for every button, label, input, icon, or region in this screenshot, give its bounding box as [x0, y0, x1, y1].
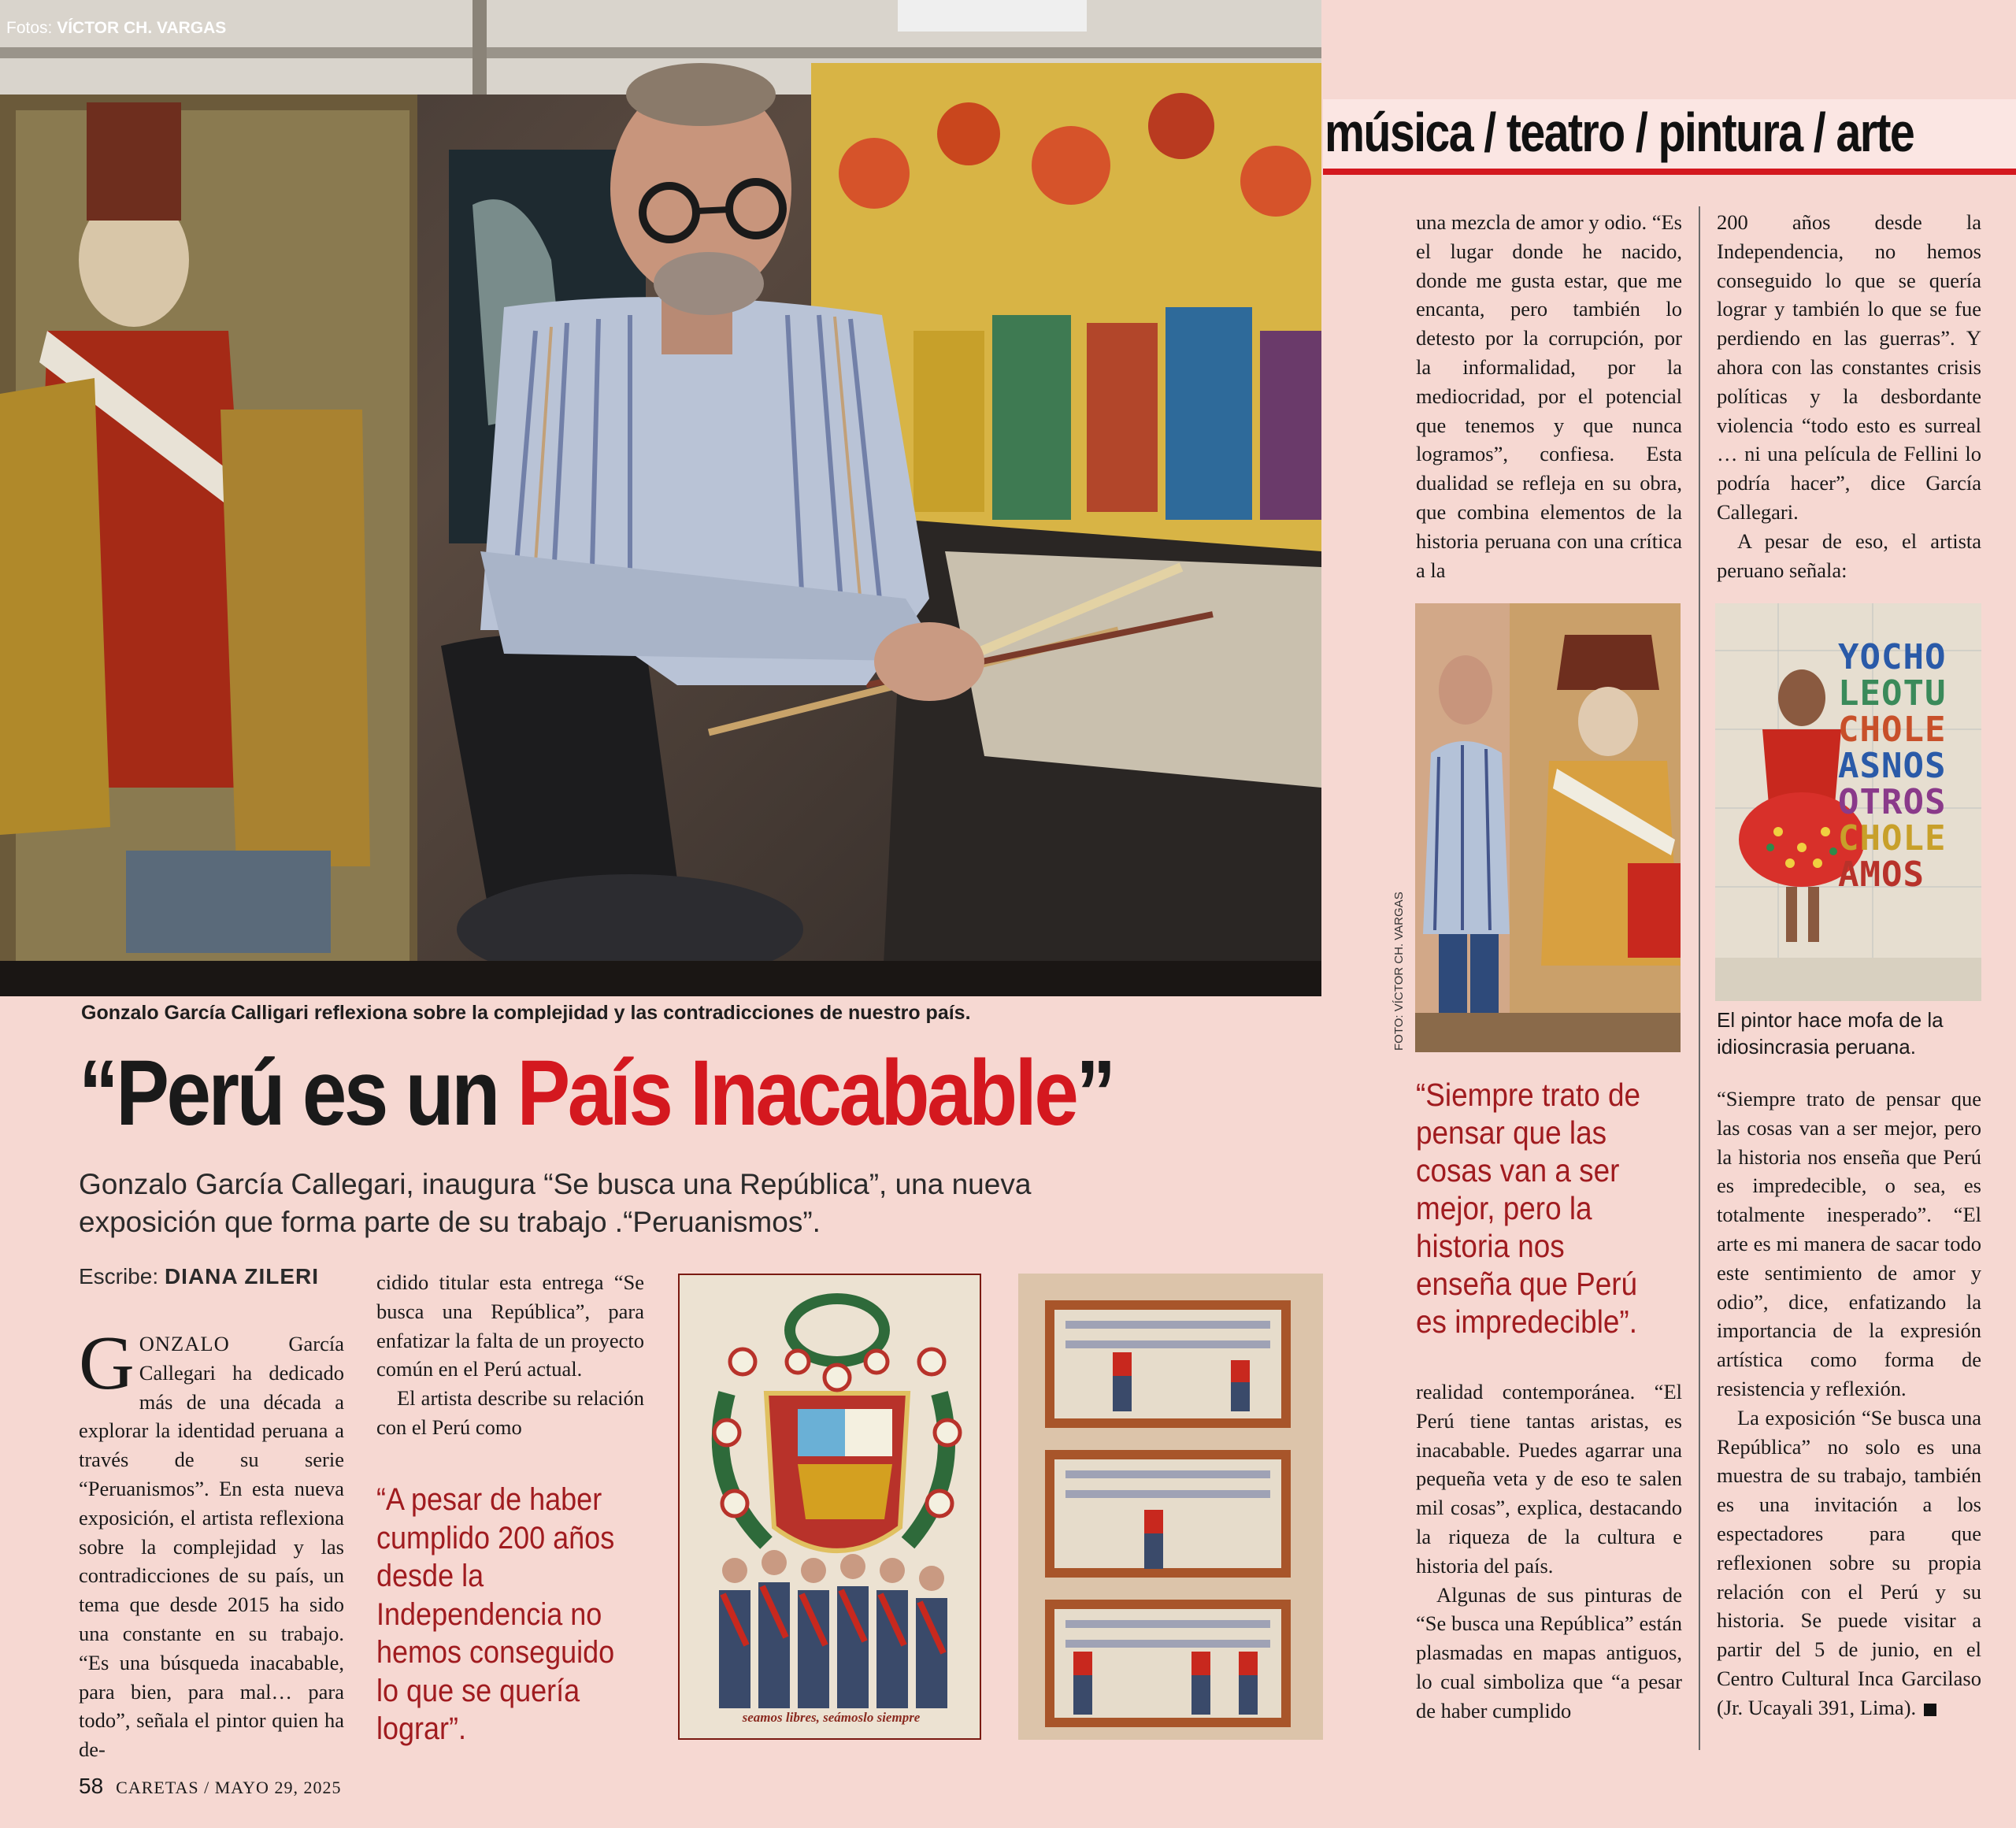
artwork-coat-of-arms [678, 1274, 981, 1740]
poster-word: OTROS [1838, 782, 1947, 822]
column-5-paragraph-2: Algunas de sus pinturas de “Se busca una República” están plasmadas en mapas antiguos, lo cual simboliza que “a pesar de haber cumplido [1416, 1582, 1682, 1722]
poster-word: ASNOS [1838, 746, 1947, 786]
artwork-coat-of-arms-banner: seamos libres, seámoslo siempre [742, 1710, 921, 1725]
hero-photo-illustration [0, 0, 1321, 996]
artwork-coat-of-arms-illustration [680, 1275, 981, 1740]
hero-photo [0, 0, 1321, 996]
headline-part1: “Perú es un [79, 1041, 517, 1145]
poster-word: YOCHO [1838, 637, 1947, 677]
byline-label: Escribe: [79, 1264, 159, 1288]
artwork-photo-credit: FOTO: VÍCTOR CH. VARGAS [1392, 892, 1406, 1051]
deck-subtitle: Gonzalo García Callegari, inaugura “Se busca una República”, una nueva exposición que forma parte de su trabajo .“Peruanismos”. [79, 1168, 1032, 1238]
column-4-paragraph-2: A pesar de eso, el artista peruano señala: [1717, 528, 1981, 582]
headline-close-quote: ” [1076, 1041, 1114, 1145]
photo-credit: Fotos: VÍCTOR CH. VARGAS [6, 19, 227, 37]
end-of-article-mark [1924, 1704, 1936, 1716]
column-6-paragraph-1: “Siempre trato de pensar que las cosas van a ser mejor, pero la historia nos enseña que Perú es impredecible, o sea, es totalmente inesperado”. “El arte es mi manera de sacar todo este sentimiento de amor y odio”, dice, enfatizando la importancia de la expresión artística como forma de resistencia y reflexión. [1717, 1087, 1981, 1400]
column-6-paragraph-2 [1717, 1403, 1981, 1722]
column-6-paragraph-2-text: La exposición “Se busca una República” no solo es una muestra de su trabajo, también es una invitación a los espectadores para que reflexionen sobre su propia relación con el Perú y su historia. Se puede visitar a partir del 5 de junio, en el Centro Cultural Inca Garcilaso (Jr. Ucayali 391, Lima). [1717, 1405, 1981, 1719]
column-4 [1717, 208, 1981, 584]
headline [79, 1038, 1136, 1150]
poster-word: AMOS [1838, 855, 1925, 895]
column-1-paragraph [79, 1321, 344, 1764]
column-2-paragraph-2: El artista describe su relación con el Perú como [376, 1386, 644, 1439]
page-footer [79, 1774, 341, 1799]
page-number: 58 [79, 1774, 104, 1798]
poster-word: LEOTU [1838, 673, 1947, 714]
column-5 [1416, 1377, 1682, 1726]
column-5-paragraph-1: realidad contemporánea. “El Perú tiene tantas aristas, es inacabable. Puedes agarrar una pequeña veta y de eso te salen mil cosas”, explica, destacando la riqueza de la cultura e historia del país. [1416, 1380, 1682, 1578]
byline [79, 1264, 319, 1289]
hero-caption: Gonzalo García Calligari reflexiona sobre la complejidad y las contradicciones de nuestro país. [81, 1002, 971, 1024]
lead-in: ONZALO [139, 1332, 230, 1355]
poster-word: CHOLE [1838, 710, 1947, 750]
artwork-caption: El pintor hace mofa de la idiosincrasia peruana. [1717, 1008, 1944, 1059]
artwork-artist-portrait [1415, 603, 1681, 1052]
artwork-word-poster-text [1838, 637, 1972, 895]
artwork-word-poster [1715, 603, 1981, 1001]
section-rule [1323, 169, 2016, 175]
artwork-wanted-panels [1018, 1274, 1323, 1740]
pull-quote-2: “Siempre trato de pensar que las cosas van a ser mejor, pero la historia nos enseña que Perú es impredecible”. [1416, 1077, 1641, 1340]
drop-cap: G [79, 1321, 135, 1406]
section-label: música / teatro / pintura / arte [1325, 102, 1914, 163]
headline-highlight: País Inacabable [517, 1041, 1077, 1145]
column-1 [79, 1321, 344, 1764]
column-2 [376, 1268, 644, 1442]
artwork-wanted-panels-illustration [1018, 1274, 1323, 1740]
pull-quote-1: “A pesar de haber cumplido 200 años desde la Independencia no hemos conseguido lo que se quería lograr”. [376, 1482, 615, 1746]
poster-word: CHOLE [1838, 818, 1947, 858]
magazine-issue: CARETAS / MAYO 29, 2025 [116, 1778, 342, 1797]
column-divider [1699, 206, 1700, 1750]
column-3 [1416, 208, 1682, 584]
column-4-paragraph-1: 200 años desde la Independencia, no hemos conseguido lo que se quería lograr y también lo que se fue perdiendo en las guerras”. Y ahora con las constantes crisis políticas y la desbordante violencia “todo esto es surreal … ni una película de Fellini lo podría hacer”, dice García Callegari. [1717, 210, 1981, 524]
column-3-paragraph: una mezcla de amor y odio. “Es el lugar donde he nacido, donde me gusta estar, que me encanta, pero también lo detesto por la corrupción, por la informalidad, por la mediocridad, por el potencial que tenemos y que nunca logramos”, confiesa. Esta dualidad se refleja en su obra, que combina elementos de la historia peruana con una crítica a la [1416, 210, 1682, 582]
column-2-paragraph-1: cidido titular esta entrega “Se busca una República”, para enfatizar la falta de un proyecto común en el Perú actual. [376, 1270, 644, 1381]
column-6 [1717, 1085, 1981, 1722]
column-1-text: García Callegari ha dedicado más de una década a explorar la identidad peruana a través de su serie “Peruanismos”. En esta nueva exposición, el artista reflexiona sobre la complejidad y las contradicciones de su país, un tema que desde 2015 ha sido una constante en su trabajo. “Es una búsqueda inacabable, para bien, para mal… para todo”, señala el pintor quien ha de- [79, 1332, 344, 1762]
byline-author: DIANA ZILERI [164, 1264, 320, 1288]
artwork-artist-portrait-illustration [1415, 603, 1681, 1052]
